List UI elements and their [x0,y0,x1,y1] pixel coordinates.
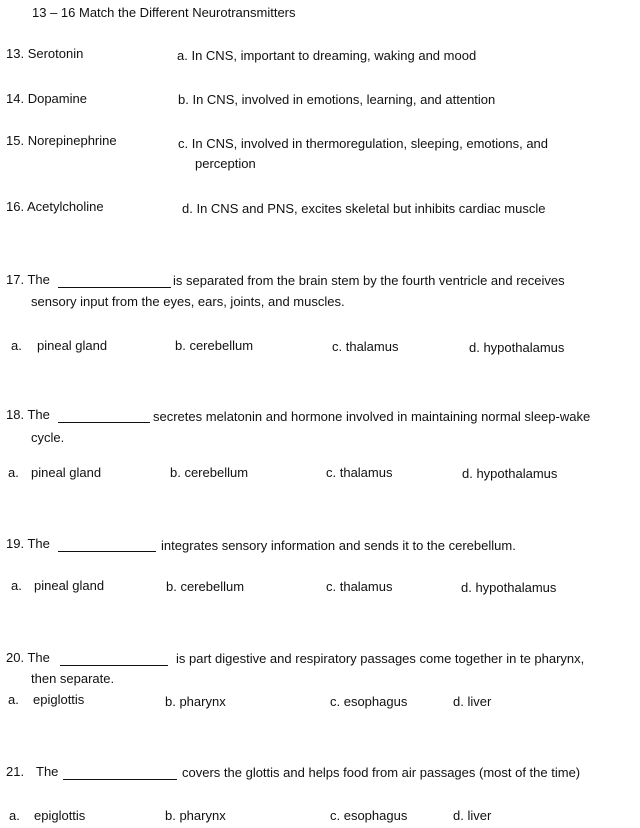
item-number: 13. [6,46,25,61]
q17-text: is separated from the brain stem by the fourth ventricle and receives [173,273,565,288]
answer-letter: a. [177,48,188,63]
q17-text-line2: sensory input from the eyes, ears, joints, and muscles. [31,294,345,309]
q20-option-a[interactable]: epiglottis [33,692,85,707]
q21-option-d[interactable]: d. liver [453,808,492,823]
q19-answer-blank[interactable] [58,551,156,552]
answer-letter: c. [178,136,189,151]
q17-prefix: 17. The [6,272,50,287]
answer-letter: d. [182,201,193,216]
q18-option-a-letter: a. [8,465,19,480]
q17-option-a-letter: a. [11,338,22,353]
matching-item-16 [6,199,104,215]
item-term: Serotonin [27,46,84,61]
answer-letter: b. [178,92,189,107]
q18-option-a[interactable]: pineal gland [31,465,102,480]
q18-option-c[interactable]: c. thalamus [326,465,393,480]
q21-text: covers the glottis and helps food from air passages (most of the time) [182,765,581,780]
matching-answer-a [177,48,476,64]
q20-option-a-letter: a. [8,692,19,707]
q21-option-b[interactable]: b. pharynx [165,808,226,823]
q19-option-d[interactable]: d. hypothalamus [461,580,557,595]
matching-answer-c-line2: perception [195,156,256,171]
q17-option-d[interactable]: d. hypothalamus [469,340,565,355]
q20-prefix: 20. The [6,650,50,665]
q20-option-b[interactable]: b. pharynx [165,694,226,709]
worksheet-title: 13 – 16 Match the Different Neurotransmitters [32,5,296,20]
item-term: Dopamine [27,91,87,106]
q20-option-c[interactable]: c. esophagus [330,694,408,709]
q18-answer-blank[interactable] [58,422,150,423]
q20-answer-blank[interactable] [60,665,168,666]
answer-text: In CNS, involved in thermoregulation, sleeping, emotions, and [191,136,549,151]
matching-item-15 [6,133,117,149]
q20-option-d[interactable]: d. liver [453,694,492,709]
item-number: 15. [6,133,25,148]
q18-option-d[interactable]: d. hypothalamus [462,466,558,481]
q17-option-a[interactable]: pineal gland [37,338,108,353]
q19-option-b[interactable]: b. cerebellum [166,579,245,594]
q18-prefix: 18. The [6,407,50,422]
q19-text: integrates sensory information and sends it to the cerebellum. [161,538,516,553]
answer-text: In CNS and PNS, excites skeletal but inhibits cardiac muscle [196,201,546,216]
item-number: 16. [6,199,25,214]
q21-option-a[interactable]: epiglottis [34,808,86,823]
q18-text-line2: cycle. [31,430,65,445]
q21-number: 21. [6,764,25,779]
q20-text-line2: then separate. [31,671,115,686]
q21-prefix: The [36,764,59,779]
matching-item-13 [6,46,83,62]
matching-answer-d [182,201,545,217]
q19-option-a[interactable]: pineal gland [34,578,105,593]
q18-option-b[interactable]: b. cerebellum [170,465,249,480]
q18-text: secretes melatonin and hormone involved in maintaining normal sleep-wake [153,409,591,424]
item-number: 14. [6,91,25,106]
matching-answer-c [178,136,548,152]
item-term: Acetylcholine [26,199,104,214]
q19-prefix: 19. The [6,536,50,551]
answer-text: In CNS, important to dreaming, waking and mood [191,48,477,63]
matching-answer-b [178,92,495,108]
q17-answer-blank[interactable] [58,287,171,288]
q19-option-c[interactable]: c. thalamus [326,579,393,594]
q21-option-a-letter: a. [9,808,20,823]
q20-text: is part digestive and respiratory passages come together in te pharynx, [176,651,585,666]
matching-item-14 [6,91,87,107]
q17-option-c[interactable]: c. thalamus [332,339,399,354]
item-term: Norepinephrine [27,133,117,148]
q21-option-c[interactable]: c. esophagus [330,808,408,823]
q17-option-b[interactable]: b. cerebellum [175,338,254,353]
q19-option-a-letter: a. [11,578,22,593]
q21-answer-blank[interactable] [63,779,177,780]
answer-text: In CNS, involved in emotions, learning, and attention [192,92,496,107]
